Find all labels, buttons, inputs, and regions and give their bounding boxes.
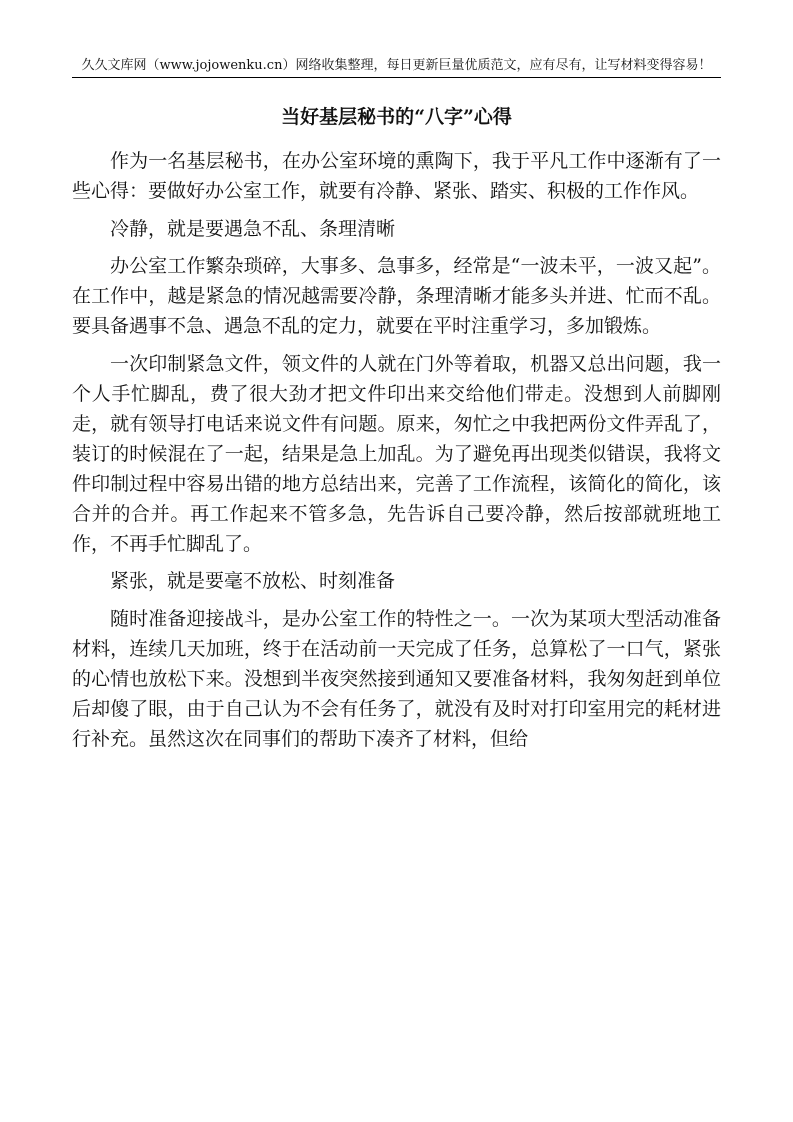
paragraph-calm-2: 一次印制紧急文件，领文件的人就在门外等着取，机器又总出问题，我一个人手忙脚乱，费了很大劲才把文件印出来交给他们带走。没想到人前脚刚走，就有领导打电话来说文件有问题。原来，匆忙之中我把两份文件弄乱了，装订的时候混在了一起，结果是急上加乱。为了避免再出现类似错误，我将文件印制过程中容易出错的地方总结出来，完善了工作流程，该简化的简化，该合并的合并。再工作起来不管多急，先告诉自己要冷静，然后按部就班地工作，不再手忙脚乱了。 <box>72 352 721 555</box>
document-title: 当好基层秘书的“八字”心得 <box>281 106 512 128</box>
paragraph-calm-1: 办公室工作繁杂琐碎，大事多、急事多，经常是“一波未平，一波又起”。在工作中，越是紧急的情况越需要冷静，条理清晰才能多头并进、忙而不乱。要具备遇事不急、遇急不乱的定力，就要在平时注重学习，多加锻炼。 <box>72 255 721 337</box>
header-divider <box>72 77 721 78</box>
document-body <box>72 146 721 754</box>
paragraph-intro: 作为一名基层秘书，在办公室环境的熏陶下，我于平凡工作中逐渐有了一些心得：要做好办公室工作，就要有冷静、紧张、踏实、积极的工作作风。 <box>72 150 721 202</box>
section-heading-alert: 紧张，就是要毫不放松、时刻准备 <box>110 570 396 592</box>
section-heading-calm: 冷静，就是要遇急不乱、条理清晰 <box>110 217 396 240</box>
paragraph-alert-1: 随时准备迎接战斗，是办公室工作的特性之一。一次为某项大型活动准备材料，连续几天加班，终于在活动前一天完成了任务，总算松了一口气，紧张的心情也放松下来。没想到半夜突然接到通知又要准备材料，我匆匆赶到单位后却傻了眼，由于自己认为不会有任务了，就没有及时对打印室用完的耗材进行补充。虽然这次在同事们的帮助下凑齐了材料，但给 <box>72 607 721 750</box>
page-header: 久久文库网（www.jojowenku.cn）网络收集整理，每日更新巨量优质范文，应有尽有，让写材料变得容易！ <box>81 58 712 73</box>
